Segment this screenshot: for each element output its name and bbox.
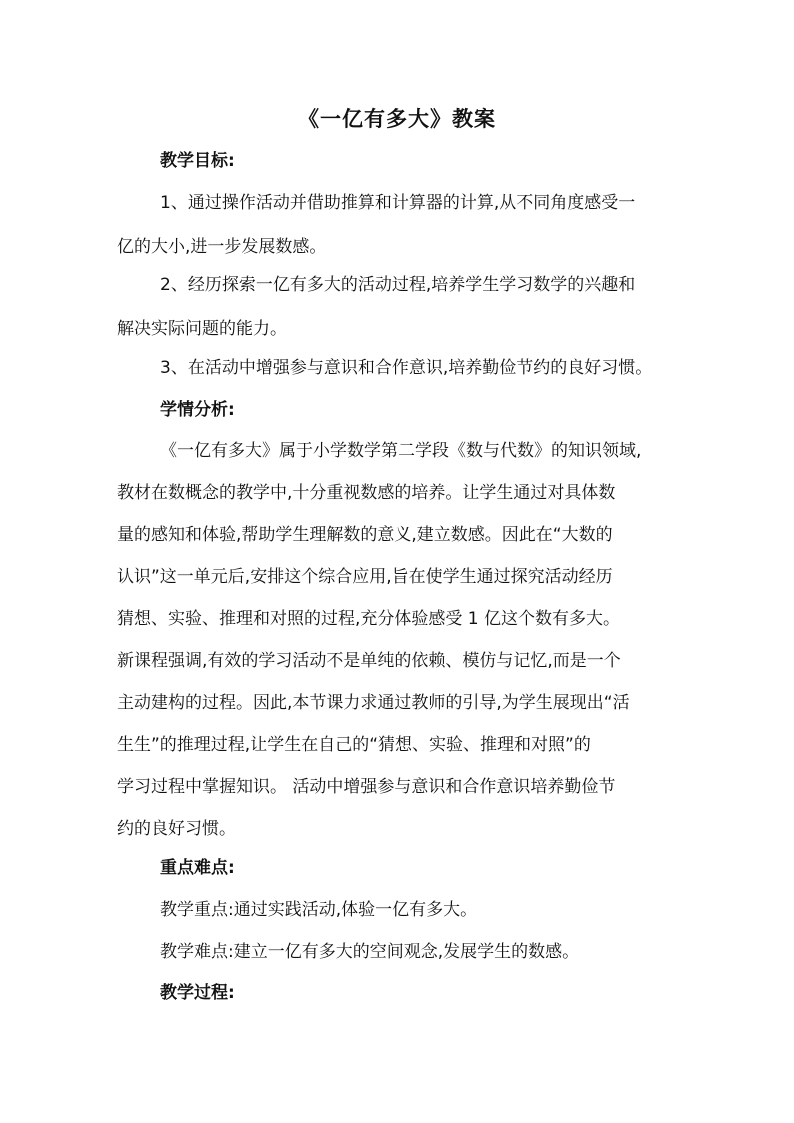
goal-1-line-1: 1、通过操作活动并借助推算和计算器的计算,从不同角度感受一 xyxy=(160,193,636,213)
analysis-line: 认识”这一单元后,安排这个综合应用,旨在使学生通过探究活动经历 xyxy=(117,567,613,587)
analysis-heading: 学情分析: xyxy=(160,400,235,420)
goals-heading: 教学目标: xyxy=(160,151,235,171)
analysis-line: 教材在数概念的教学中,十分重视数感的培养。让学生通过对具体数 xyxy=(117,483,616,503)
goal-3-line-1: 3、在活动中增强参与意识和合作意识,培养勤俭节约的良好习惯。 xyxy=(160,358,653,378)
teaching-difficulty: 教学难点:建立一亿有多大的空间观念,发展学生的数感。 xyxy=(160,942,580,962)
analysis-line: 猜想、实验、推理和对照的过程,充分体验感受 1 亿这个数有多大。 xyxy=(117,609,621,629)
goal-2-line-2: 解决实际问题的能力。 xyxy=(117,319,287,339)
analysis-line: 学习过程中掌握知识。 活动中增强参与意识和合作意识培养勤俭节 xyxy=(117,777,616,797)
analysis-line: 主动建构的过程。因此,本节课力求通过教师的引导,为学生展现出“活 xyxy=(117,693,630,713)
goal-2-line-1: 2、经历探索一亿有多大的活动过程,培养学生学习数学的兴趣和 xyxy=(160,275,636,295)
document-title: 《一亿有多大》教案 xyxy=(298,107,496,131)
process-heading: 教学过程: xyxy=(160,983,235,1003)
analysis-line: 《一亿有多大》属于小学数学第二学段《数与代数》的知识领域, xyxy=(160,441,642,461)
key-points-heading: 重点难点: xyxy=(160,858,235,878)
analysis-line: 量的感知和体验,帮助学生理解数的意义,建立数感。因此在“大数的 xyxy=(117,525,613,545)
analysis-line: 生生”的推理过程,让学生在自己的“猜想、实验、推理和对照”的 xyxy=(117,735,591,755)
goal-1-line-2: 亿的大小,进一步发展数感。 xyxy=(117,237,327,257)
teaching-focus: 教学重点:通过实践活动,体验一亿有多大。 xyxy=(160,900,478,920)
analysis-line: 约的良好习惯。 xyxy=(117,819,236,839)
analysis-line: 新课程强调,有效的学习活动不是单纯的依赖、模仿与记忆,而是一个 xyxy=(117,651,621,671)
